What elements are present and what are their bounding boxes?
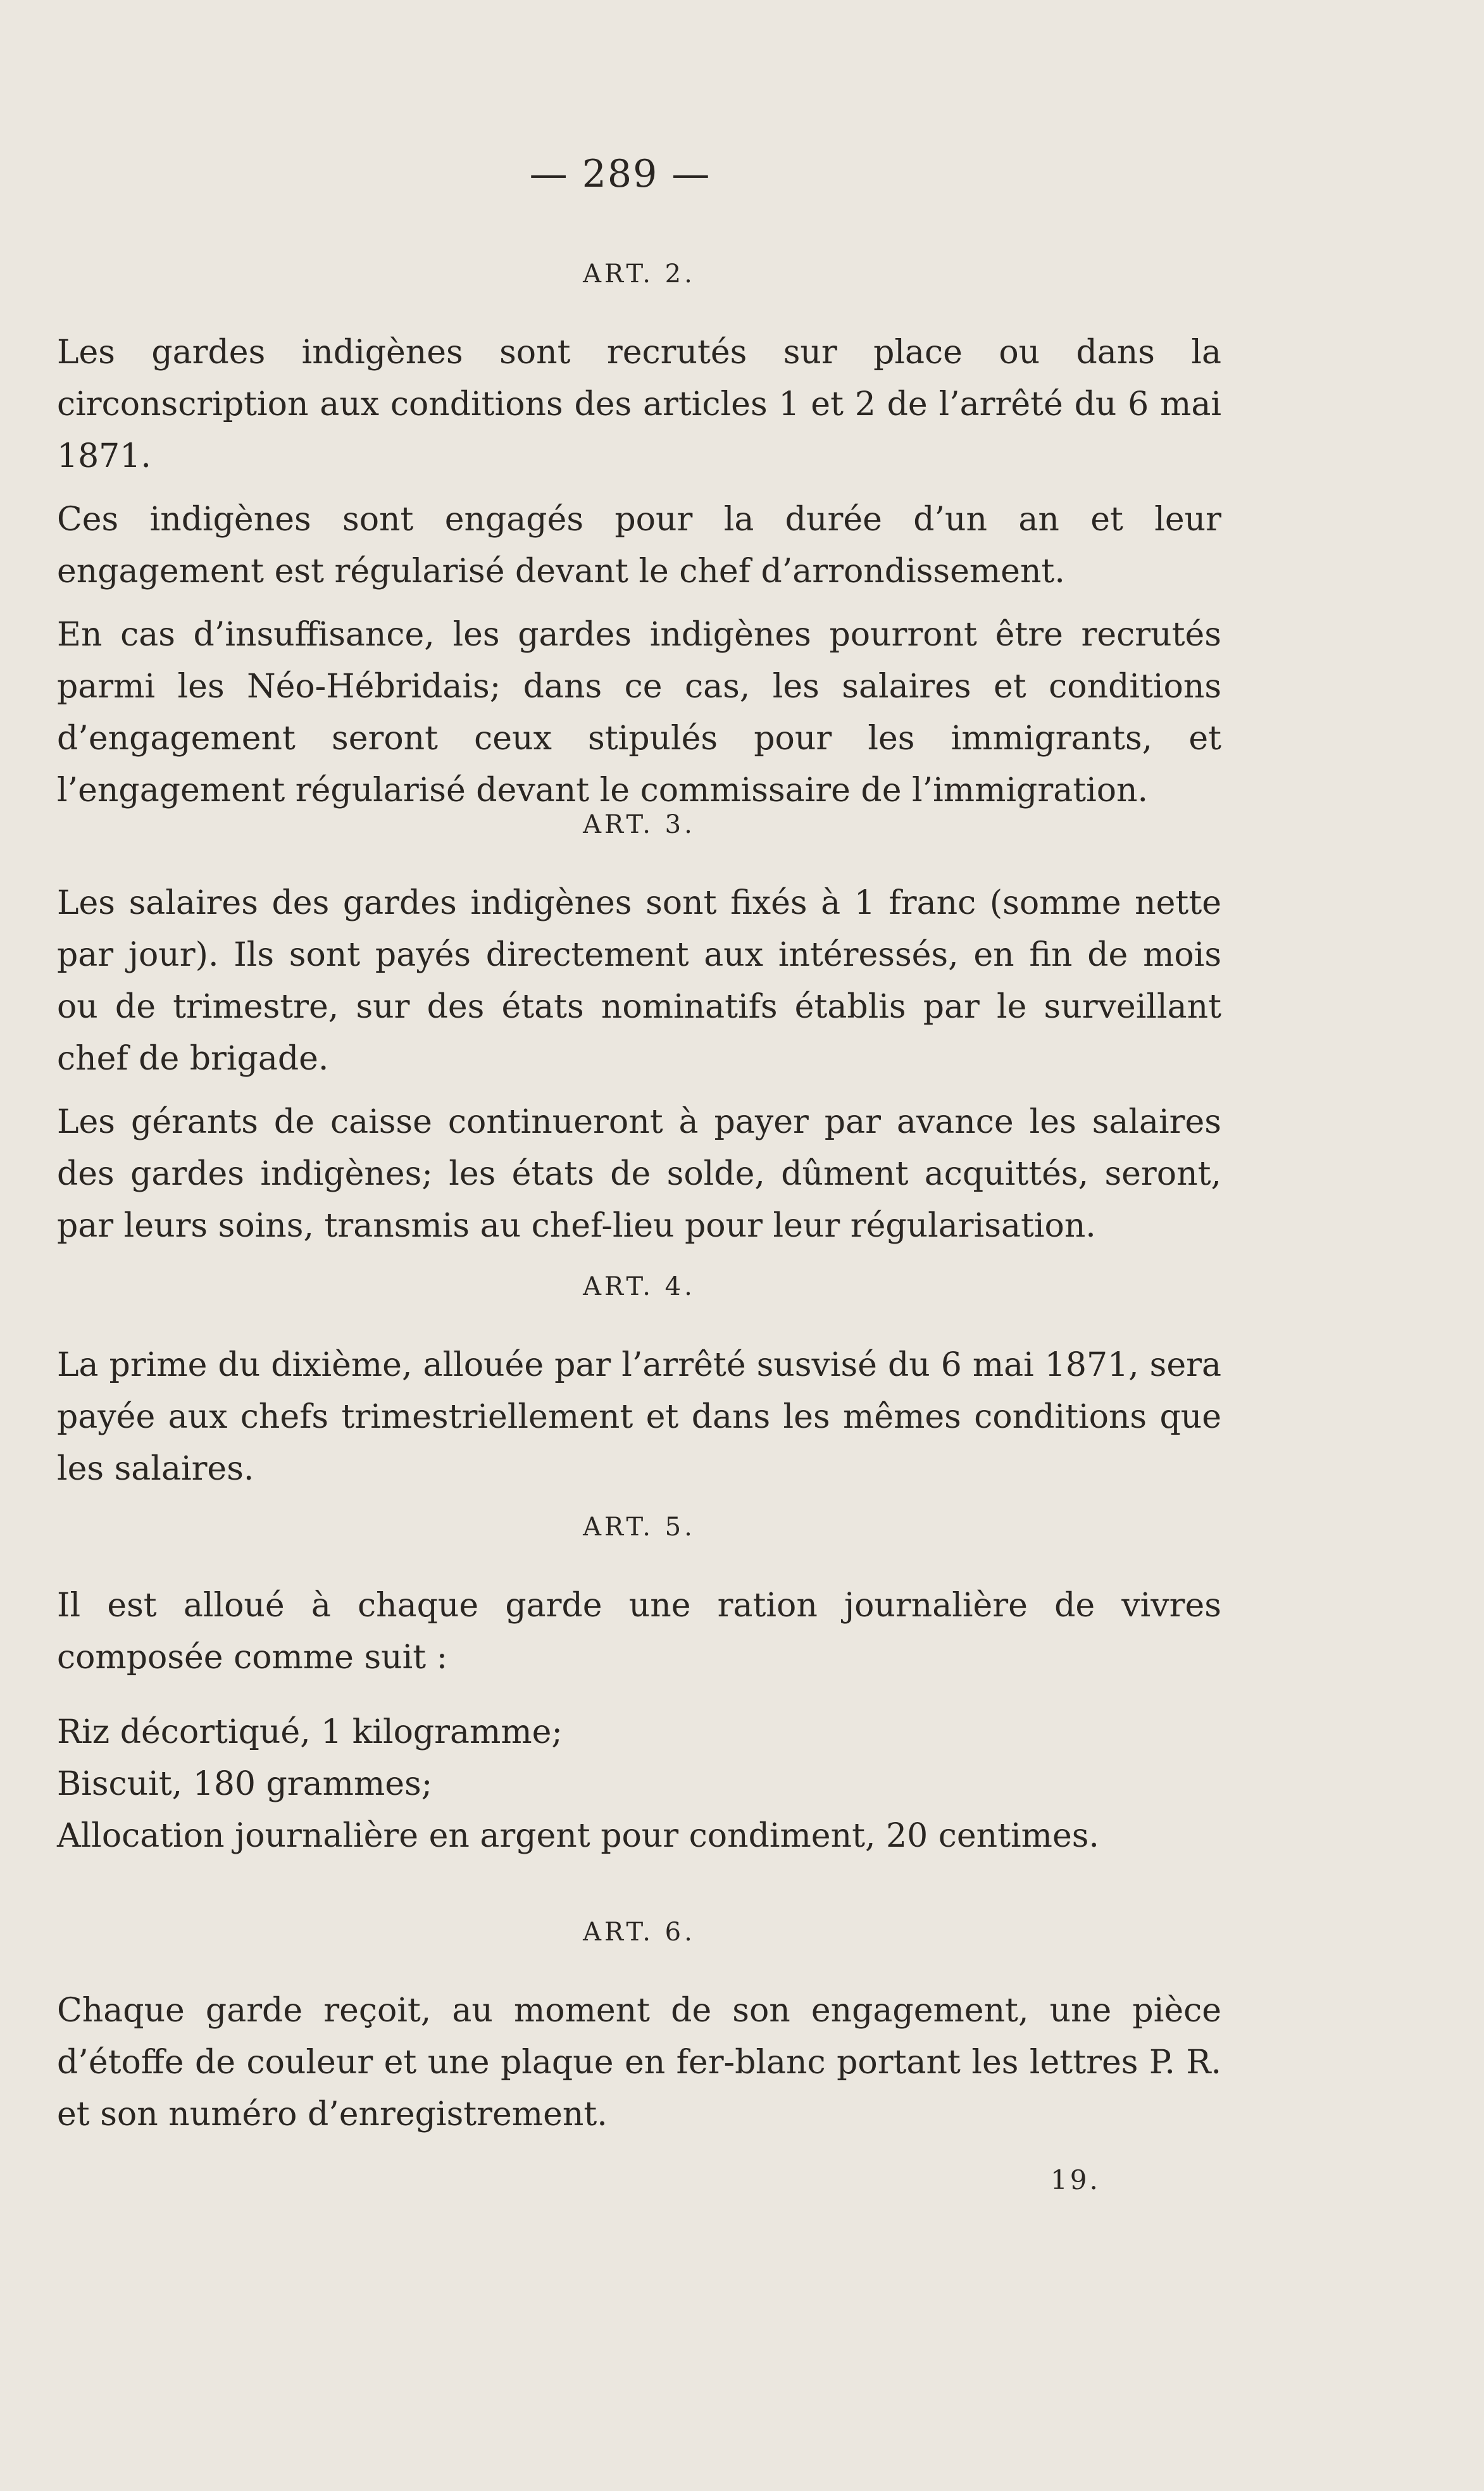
article-paragraph: Il est alloué à chaque garde une ration journalière de vivres composée comme suit : (57, 1587, 1221, 1676)
ration-list-item: Allocation journalière en argent pour condiment, 20 centimes. (57, 1817, 1099, 1855)
article-heading: ART. 6. (583, 1918, 695, 1947)
article-3 (57, 810, 1221, 1263)
article-paragraph: Ces indigènes sont engagés pour la durée d’un an et leur engagement est régularisé devant le chef d’arrondissement. (57, 501, 1221, 590)
article-heading: ART. 3. (583, 810, 695, 839)
ration-list-item: Biscuit, 180 grammes; (57, 1765, 433, 1803)
article-heading: ART. 5. (583, 1513, 695, 1542)
ration-list-item: Riz décortiqué, 1 kilogramme; (57, 1713, 563, 1751)
article-paragraph: La prime du dixième, allouée par l’arrêté susvisé du 6 mai 1871, sera payée aux chefs trimestriellement et dans les mêmes conditions que les salaires. (57, 1346, 1221, 1488)
article-paragraph: Chaque garde reçoit, au moment de son engagement, une pièce d’étoffe de couleur et une plaque en fer-blanc portant les lettres P. R. et son numéro d’enregistrement. (57, 1992, 1221, 2133)
signature-mark: 19. (1051, 2164, 1101, 2195)
article-6 (57, 1918, 1221, 2152)
article-heading: ART. 4. (583, 1272, 695, 1301)
article-2 (57, 259, 1221, 828)
article-paragraph: Les salaires des gardes indigènes sont fixés à 1 franc (somme nette par jour). Ils sont payés directement aux intéressés, en fin de mois ou de trimestre, sur des états nominatifs établis par le surveillant chef de brigade. (57, 884, 1221, 1078)
article-heading: ART. 2. (583, 259, 695, 289)
article-paragraph: En cas d’insuffisance, les gardes indigènes pourront être recrutés parmi les Néo-Hébridais; dans ce cas, les salaires et conditions d’engagement seront ceux stipulés pour les immigrants, et l’engagement régularisé devant le commissaire de l’immigration. (57, 616, 1221, 809)
page-number: — 289 — (529, 152, 711, 196)
article-5 (57, 1513, 1221, 1862)
article-4 (57, 1272, 1221, 1506)
article-paragraph: Les gérants de caisse continueront à payer par avance les salaires des gardes indigènes; les états de solde, dûment acquittés, seront, par leurs soins, transmis au chef-lieu pour leur régularisation. (57, 1103, 1221, 1245)
article-paragraph: Les gardes indigènes sont recrutés sur place ou dans la circonscription aux conditions des articles 1 et 2 de l’arrêté du 6 mai 1871. (57, 334, 1221, 475)
